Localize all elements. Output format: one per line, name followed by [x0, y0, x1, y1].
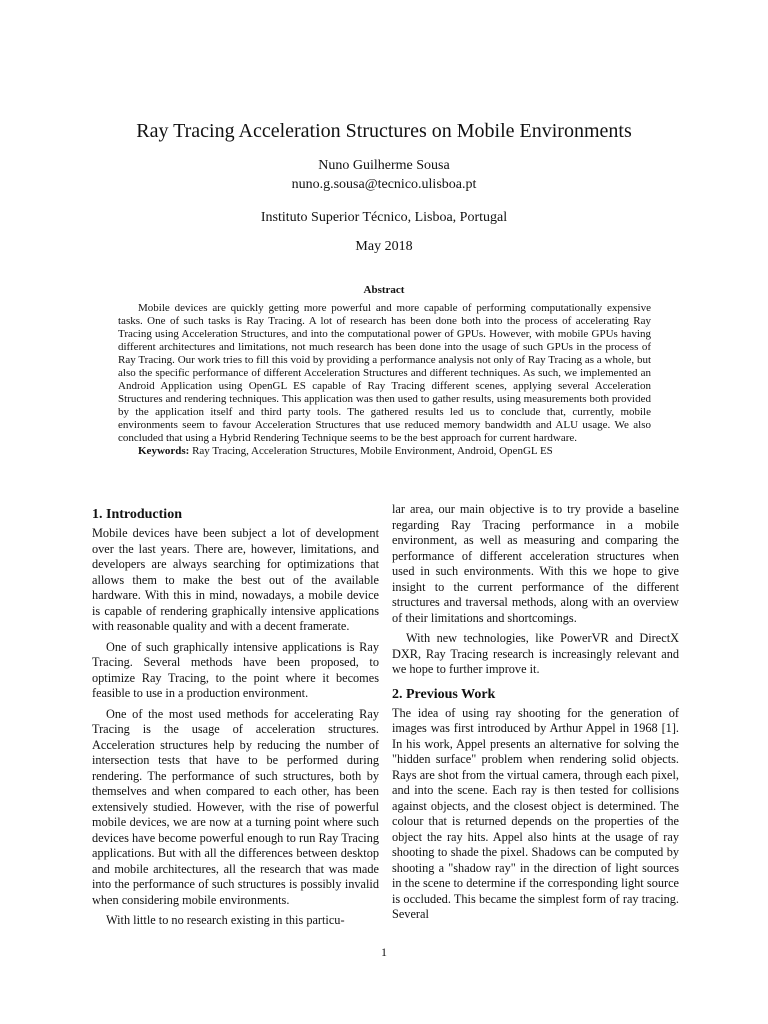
intro-paragraph-2: One of such graphically intensive applications is Ray Tracing. Several methods have been proposed, to optimize Ray Tracing, to the point where it becomes feasible to use in a production environment. — [92, 639, 379, 700]
paper-date: May 2018 — [355, 239, 413, 254]
section-heading-previous-work: 2. Previous Work — [392, 686, 496, 702]
affiliation: Instituto Superior Técnico, Lisboa, Portugal — [260, 210, 508, 225]
author-name: Nuno Guilherme Sousa — [318, 158, 450, 173]
keywords-text: Ray Tracing, Acceleration Structures, Mobile Environment, Android, OpenGL ES — [192, 445, 553, 457]
page-number: 1 — [381, 945, 387, 959]
intro-paragraph-4-start: With little to no research existing in this particu- — [106, 913, 345, 927]
intro-paragraph-4-continued: lar area, our main objective is to try provide a baseline regarding Ray Tracing performance in a mobile environment, as well as measuring and comparing the performance of different acceleration structures when used in such environments. With this we hope to give insight to the current performance of the different structures and traversal methods, along with an overview of their limitations and shortcomings. — [392, 502, 679, 625]
keywords-label: Keywords: — [138, 445, 190, 457]
abstract-block — [118, 302, 651, 458]
abstract-text: Mobile devices are quickly getting more powerful and more capable of performing computationally expensive tasks. One of such tasks is Ray Tracing. A lot of research has been done both into the process of accelerating Ray Tracing using Acceleration Structures, and into the computational power of GPUs. However, with mobile GPUs having different architectures and limitations, not much research has been done into the usage of such GPUs in the process of Ray Tracing. Our work tries to fill this void by providing a performance analysis not only of Ray Tracing as a whole, but also the specific performance of different Acceleration Structures and different techniques. As such, we implemented an Android Application using OpenGL ES capable of Ray Tracing different scenes, applying several Acceleration Structures and rendering techniques. This application was then used to gather results, using measurements both provided by the application itself and third party tools. The gathered results led us to conclude that, currently, mobile environments seem to favour Acceleration Structures that use reduced memory bandwidth and ALU usage. We also concluded that using a Hybrid Rendering Technique seems to be the best approach for current hardware. — [118, 302, 651, 444]
intro-paragraph-3: One of the most used methods for accelerating Ray Tracing is the usage of acceleration structures. Acceleration structures help by reducing the number of intersection tests that have to be performed during rendering. The performance of such structures, both by themselves and when compared to each other, has been extensively studied. However, with the rise of powerful mobile devices, we are now at a turning point where such devices have become powerful enough to run Ray Tracing applications. But with all the differences between desktop and mobile architectures, all the research that was made into the performance of such structures is possibly invalid when considering mobile environments. — [92, 706, 379, 907]
author-email: nuno.g.sousa@tecnico.ulisboa.pt — [291, 177, 477, 192]
right-column — [392, 502, 679, 928]
left-column — [92, 506, 379, 934]
section-heading-introduction: 1. Introduction — [92, 507, 182, 522]
abstract-heading: Abstract — [363, 284, 405, 296]
intro-paragraph-5: With new technologies, like PowerVR and DirectX DXR, Ray Tracing research is increasingly relevant and we hope to further improve it. — [392, 631, 679, 676]
previous-work-paragraph-1: The idea of using ray shooting for the generation of images was first introduced by Arthur Appel in 1968 [1]. In his work, Appel presents an alternative for solving the "hidden surface" problem when rendering solid objects. Rays are shot from the virtual camera, through each pixel, and into the scene. Each ray is then tested for collisions against objects, and the closest object is determined. The colour that is returned depends on the properties of the object the ray hits. Appel also hints at the usage of ray shooting to shade the pixel. Shadows can be computed by shooting a "shadow ray" in the direction of light sources in the scene to determine if the corresponding light source is occluded. This became the simplest form of ray tracing. Several — [392, 705, 679, 921]
keywords-line — [118, 445, 651, 458]
intro-paragraph-1: Mobile devices have been subject a lot of development over the last years. There are, however, limitations, and developers are always searching for optimizations that allows them to make the best out of the available hardware. With this in mind, nowadays, a mobile device is capable of rendering graphically intensive applications with reasonable quality and with a decent framerate. — [92, 526, 379, 633]
paper-title: Ray Tracing Acceleration Structures on Mobile Environments — [136, 120, 632, 142]
